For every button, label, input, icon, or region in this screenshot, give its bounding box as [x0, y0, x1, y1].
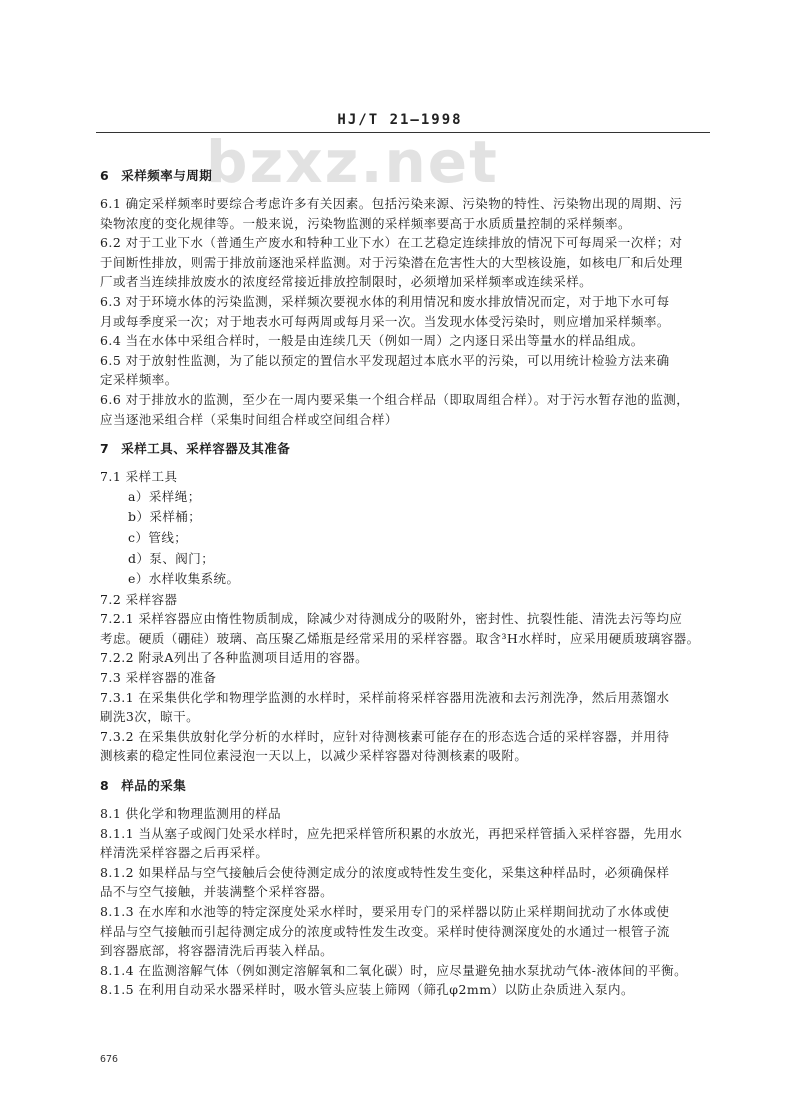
text-line: 6.2 对于工业下水（普通生产废水和特种工业下水）在工艺稳定连续排放的情况下可每周采一次样；对: [100, 235, 683, 251]
text-line: 应当逐池采组合样（采集时间组合样或空间组合样）: [100, 411, 398, 427]
text-line: 7.3.1 在采集供化学和物理学监测的水样时，采样前将采样容器用洗液和去污剂洗净，然后用蒸馏水: [100, 689, 670, 705]
text-line: 6.6 对于排放水的监测，至少在一周内要采集一个组合样品（即取周组合样）。对于污水暂存池的监测，: [100, 391, 690, 407]
text-line: 染物浓度的变化规律等。一般来说，污染物监测的采样频率要高于水质质量控制的采样频率。: [100, 215, 631, 231]
watermark: bzxz.net: [206, 128, 499, 196]
text-line: 6.3 对于环境水体的污染监测，采样频次要视水体的利用情况和废水排放情况而定，对于地下水可每: [100, 293, 670, 309]
tools-list: [100, 487, 712, 590]
text-line: 8.1 供化学和物理监测用的样品: [100, 806, 282, 822]
text-line: 8.1.4 在监测溶解气体（例如测定溶解氧和二氧化碳）时，应尽量避免抽水泵扰动气体-液体间的平衡。: [100, 962, 688, 978]
section-6-body: [100, 194, 712, 429]
text-line: 6.1 确定采样频率时要综合考虑许多有关因素。包括污染来源、污染物的特性、污染物出现的周期、污: [100, 196, 683, 211]
section-title: 采样频率与周期: [121, 168, 213, 183]
section-6-heading: [100, 166, 712, 184]
list-item: c）管线；: [128, 529, 188, 545]
text-line: 7.2.2 附录A列出了各种监测项目适用的容器。: [100, 650, 369, 666]
text-line: 品不与空气接触，并装满整个采样容器。: [100, 884, 334, 900]
section-8-body: [100, 804, 712, 1000]
text-line: 定采样频率。: [100, 372, 178, 388]
section-number: 6: [100, 168, 110, 183]
text-line: 到容器底部，将容器清洗后再装入样品。: [100, 943, 334, 959]
section-7-body: [100, 467, 712, 766]
section-title: 样品的采集: [121, 778, 187, 794]
text-line: 8.1.2 如果样品与空气接触后会使待测定成分的浓度或特性发生变化，采集这种样品时，必须确保样: [100, 864, 670, 880]
standard-code-header: HJ/T 21—1998: [337, 112, 463, 128]
section-number: 7: [100, 441, 110, 457]
text-line: 于间断性排放，则需于排放前逐池采样监测。对于污染潜在危害性大的大型核设施，如核电厂和后处理: [100, 254, 683, 270]
page-number: 676: [100, 1054, 119, 1065]
text-line: 7.2 采样容器: [100, 591, 178, 607]
text-line: 6.4 当在水体中采组合样时，一般是由连续几天（例如一周）之内逐日采出等量水的样品组成。: [100, 333, 644, 349]
text-line: 7.3 采样容器的准备: [100, 670, 217, 686]
text-line: 7.1 采样工具: [100, 469, 178, 485]
section-8-heading: [100, 776, 712, 794]
text-line: 测核素的稳定性同位素浸泡一天以上，以减少采样容器对待测核素的吸附。: [100, 748, 528, 764]
section-title: 采样工具、采样容器及其准备: [121, 441, 291, 457]
text-line: 7.2.1 采样容器应由惰性物质制成，除减少对待测成分的吸附外，密封性、抗裂性能、清洗去污等均应: [100, 611, 683, 627]
list-item: b）采样桶；: [128, 509, 202, 525]
section-7-heading: [100, 439, 712, 457]
text-line: 6.5 对于放射性监测，为了能以预定的置信水平发现超过本底水平的污染，可以用统计检验方法来确: [100, 352, 670, 368]
section-number: 8: [100, 778, 110, 794]
text-line: 样品与空气接触而引起待测定成分的浓度或特性发生改变。采样时使待测深度处的水通过一根管子流: [100, 923, 670, 939]
page-content: [100, 156, 712, 1000]
text-line: 7.3.2 在采集供放射化学分析的水样时，应针对待测核素可能存在的形态选合适的采样容器，并用待: [100, 728, 670, 744]
text-line: 样清洗采样容器之后再采样。: [100, 845, 269, 861]
text-line: 厂或者当连续排放废水的浓度经常接近排放控制限时，必须增加采样频率或连续采样。: [100, 274, 593, 290]
list-item: d）泵、阀门；: [128, 550, 215, 566]
text-line: 8.1.3 在水库和水池等的特定深度处采水样时，要采用专门的采样器以防止采样期间扰动了水体或使: [100, 904, 670, 919]
text-line: 月或每季度采一次；对于地表水可每两周或每月采一次。当发现水体受污染时，则应增加采样频率。: [100, 313, 670, 329]
text-line: 8.1.5 在利用自动采水器采样时，吸水管头应装上筛网（筛孔φ2mm）以防止杂质进入泵内。: [100, 982, 634, 998]
text-line: 8.1.1 当从塞子或阀门处采水样时，应先把采样管所积累的水放光，再把采样管插入采样容器，先用水: [100, 825, 683, 841]
list-item: e）水样收集系统。: [128, 571, 240, 587]
text-line: 考虑。硬质（硼硅）玻璃、高压聚乙烯瓶是经常采用的采样容器。取含³H水样时，应采用硬质玻璃容器。: [100, 630, 700, 646]
list-item: a）采样绳；: [128, 488, 201, 504]
text-line: 刷洗3次，晾干。: [100, 709, 200, 725]
